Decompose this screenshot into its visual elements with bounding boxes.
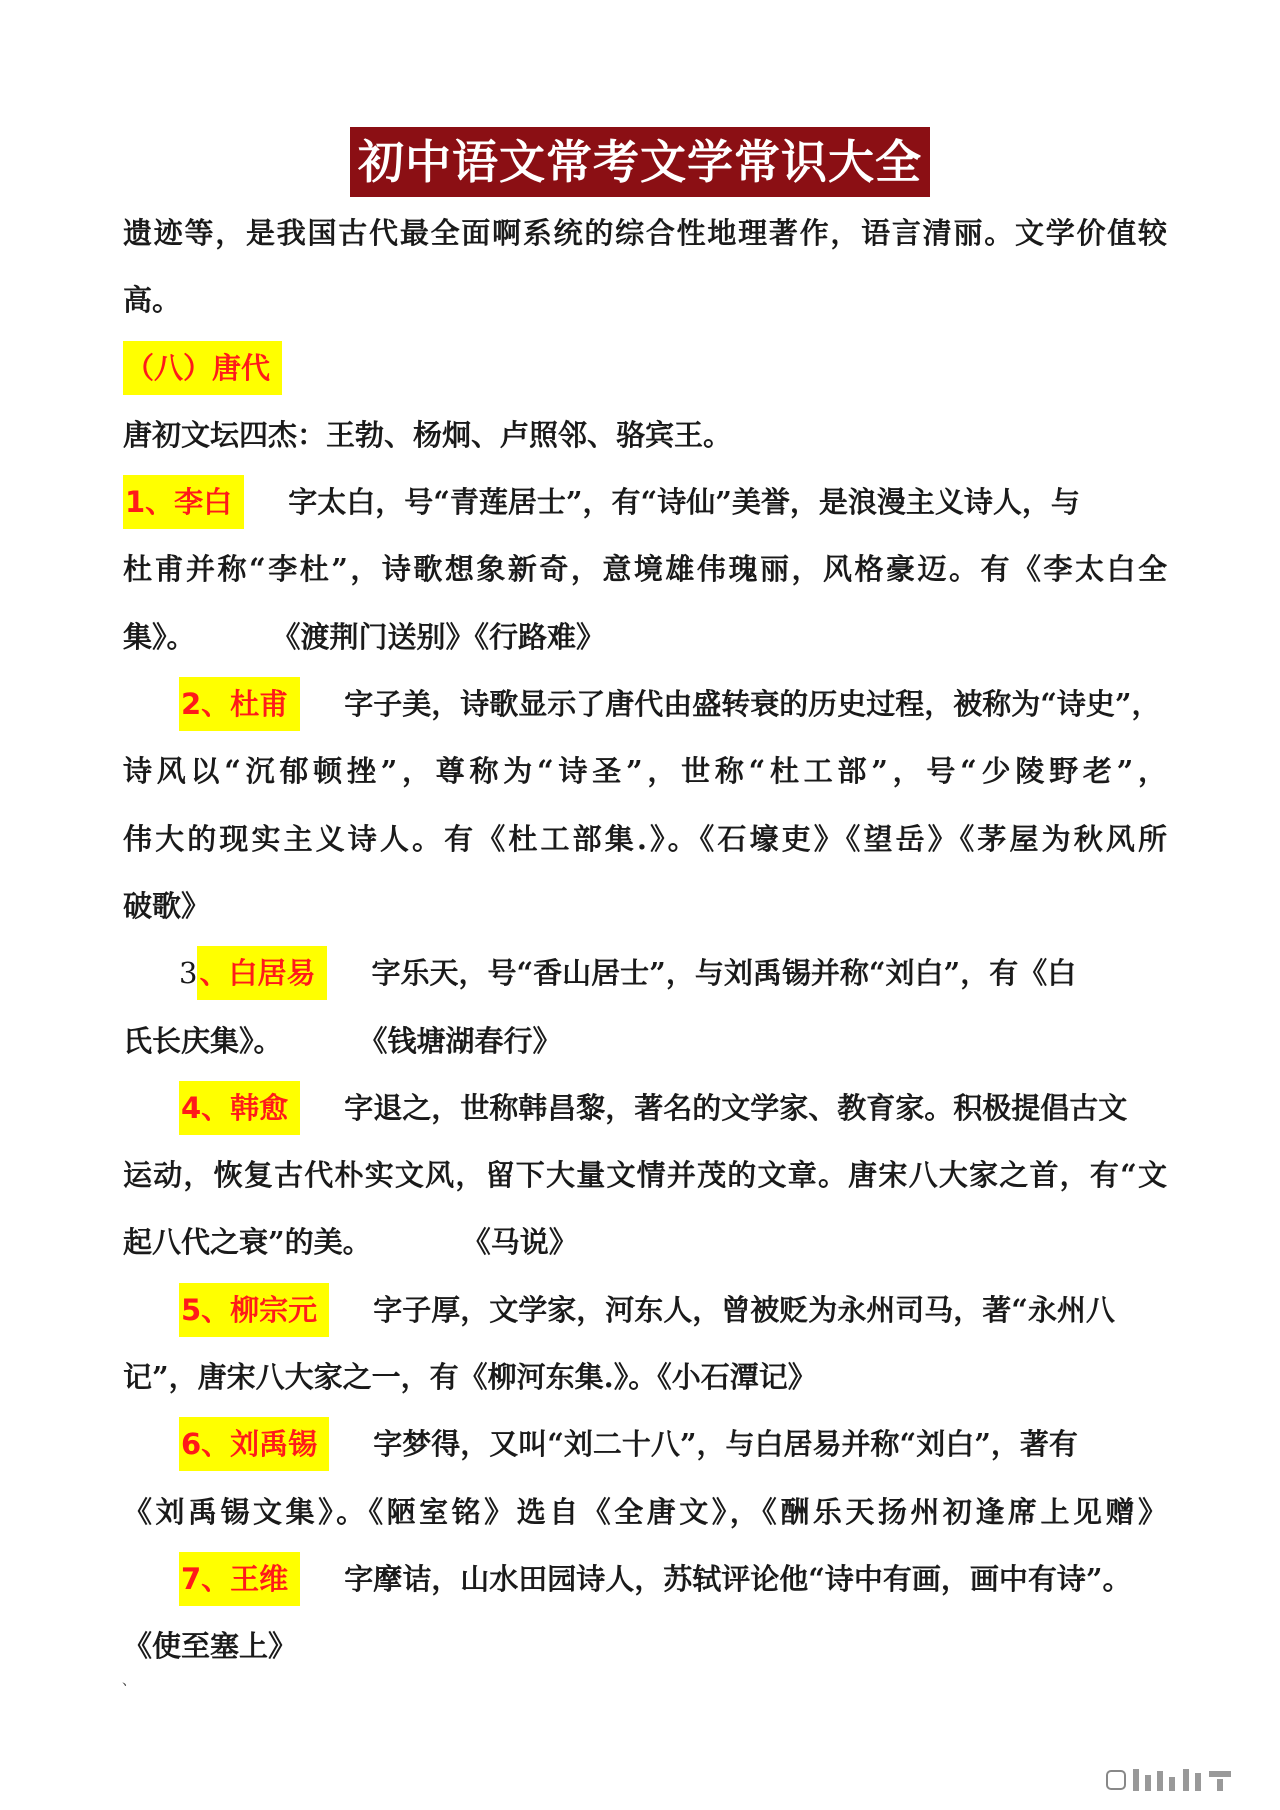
poet-label: 2、杜甫 — [179, 677, 300, 731]
poet-entry-hanyu — [123, 1075, 1167, 1142]
page-title: 初中语文常考文学常识大全 — [350, 127, 930, 197]
poet-label: 4、韩愈 — [179, 1081, 300, 1135]
poet-text: 字摩诘，山水田园诗人，苏轼评论他“诗中有画，画中有诗”。 — [344, 1561, 1132, 1596]
poet-text: 字梦得，又叫“刘二十八”，与白居易并称“刘白”，著有 — [373, 1427, 1078, 1462]
poet-entry-liuyuxi — [123, 1411, 1167, 1478]
poet-entry-liuzongyuan — [123, 1277, 1167, 1344]
poet-works: 《使至塞上》 — [123, 1629, 298, 1664]
poet-text: 《刘禹锡文集》。《陋室铭》选自《全唐文》，《酬乐天扬州初逢席上见赠》 — [123, 1494, 1167, 1529]
section-heading: （八）唐代 — [123, 341, 282, 395]
poet-label: 7、王维 — [179, 1552, 300, 1606]
title-banner — [0, 127, 1280, 197]
poet-text: 字子厚，文学家，河东人，曾被贬为永州司马，著“永州八 — [373, 1292, 1115, 1327]
watermark-icon — [1105, 1765, 1255, 1795]
poet-text: 集》。 — [123, 619, 196, 654]
poet-entry-wangwei — [123, 1546, 1167, 1613]
poet-label: 5、柳宗元 — [179, 1283, 329, 1337]
poet-text: 氏长庆集》。 — [123, 1023, 283, 1058]
poet-text: 字退之，世称韩昌黎，著名的文学家、教育家。积极提倡古文 — [344, 1090, 1128, 1125]
poet-works: 《钱塘湖春行》 — [358, 1023, 562, 1058]
poet-text-row — [123, 604, 1167, 671]
poet-text: 运动，恢复古代朴实文风，留下大量文情并茂的文章。唐宋八大家之首，有“文 — [123, 1158, 1167, 1193]
poet-text: 起八代之衰”的美。 — [123, 1225, 372, 1260]
stray-mark: 、 — [122, 1673, 136, 1689]
poet-text: 字子美，诗歌显示了唐代由盛转衰的历史过程，被称为“诗史”， — [344, 687, 1161, 722]
poet-text: 字乐天，号“香山居士”，与刘禹锡并称“刘白”，有《白 — [371, 956, 1077, 991]
poet-entry-baijuyi — [123, 940, 1167, 1007]
poet-text: 杜甫并称“李杜”，诗歌想象新奇，意境雄伟瑰丽，风格豪迈。有《李太白全 — [123, 552, 1167, 587]
poet-text: 破歌》 — [123, 888, 211, 923]
intro-line: 高。 — [123, 283, 182, 318]
document-body — [123, 200, 1167, 1681]
poet-text-row — [123, 1008, 1167, 1075]
poet-entry-dufu — [123, 671, 1167, 738]
poet-text: 字太白，号“青莲居士”，有“诗仙”美誉，是浪漫主义诗人，与 — [288, 485, 1080, 520]
poet-works: 《渡荆门送别》《行路难》 — [271, 619, 606, 654]
four-heroes-line: 唐初文坛四杰：王勃、杨炯、卢照邻、骆宾王。 — [123, 417, 733, 452]
poet-entry-libai — [123, 469, 1167, 536]
poet-works: 《马说》 — [461, 1225, 578, 1260]
intro-line: 遗迹等，是我国古代最全面啊系统的综合性地理著作，语言清丽。文学价值较 — [123, 216, 1167, 250]
section-heading-row — [123, 335, 1167, 402]
poet-text: 记”，唐宋八大家之一，有《柳河东集.》。《小石潭记》 — [123, 1360, 817, 1395]
poet-label: 1、李白 — [123, 475, 244, 529]
poet-text: 诗风以“沉郁顿挫”，尊称为“诗圣”，世称“杜工部”，号“少陵野老”， — [123, 754, 1167, 789]
poet-text: 伟大的现实主义诗人。有《杜工部集.》。《石壕吏》《望岳》《茅屋为秋风所 — [123, 821, 1167, 856]
poet-label: 、白居易 — [197, 946, 327, 1000]
poet-number: 3 — [179, 956, 198, 991]
poet-label: 6、刘禹锡 — [179, 1417, 329, 1471]
poet-text-row — [123, 1209, 1167, 1276]
